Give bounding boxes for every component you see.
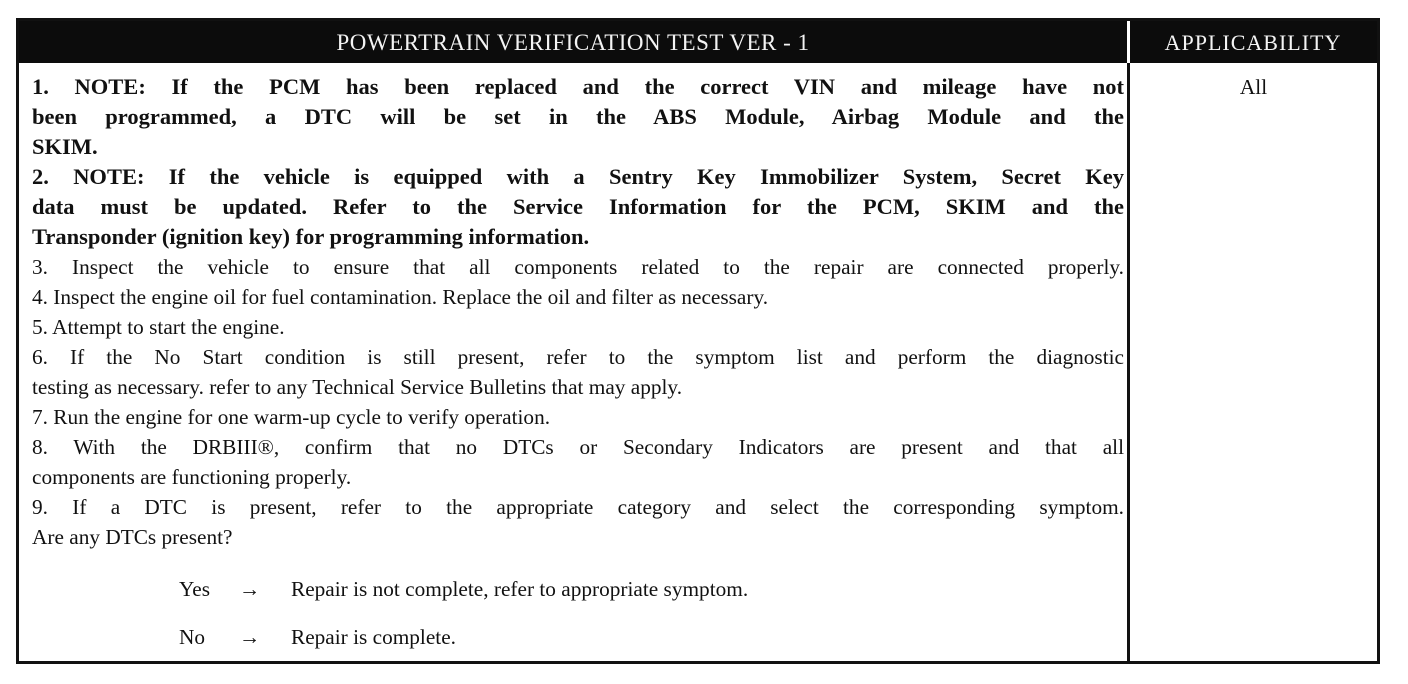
step-9-line-2: Are any DTCs present?: [32, 525, 233, 549]
answer-yes-label: Yes: [179, 577, 210, 601]
step-1-line-1: 1. NOTE: If the PCM has been replaced and the correct VIN and mileage have not: [32, 74, 1124, 99]
step-8-line-1: 8. With the DRBIII®, confirm that no DTCs or Secondary Indicators are present and that all: [32, 435, 1124, 459]
step-8-line-2: components are functioning properly.: [32, 465, 352, 489]
step-3: 3. Inspect the vehicle to ensure that all components related to the repair are connected properly.: [32, 255, 1124, 279]
step-5: 5. Attempt to start the engine.: [32, 315, 285, 339]
arrow-right-icon: →: [239, 625, 261, 649]
answer-yes: [179, 574, 748, 604]
table-header: [19, 21, 1377, 63]
step-9-line-1: 9. If a DTC is present, refer to the appropriate category and select the corresponding symptom.: [32, 495, 1124, 519]
answer-no-label: No: [179, 625, 206, 649]
verification-test-table: [16, 18, 1380, 664]
step-6-line-1: 6. If the No Start condition is still present, refer to the symptom list and perform the diagnostic: [32, 345, 1124, 369]
step-2-line-2: data must be updated. Refer to the Service Information for the PCM, SKIM and the: [32, 194, 1124, 219]
applicability-value: All: [1239, 75, 1268, 99]
answer-no-text: Repair is complete.: [291, 625, 456, 649]
step-6-line-2: testing as necessary. refer to any Technical Service Bulletins that may apply.: [32, 375, 683, 399]
step-2-line-3: Transponder (ignition key) for programming information.: [32, 224, 590, 249]
answer-no: [179, 622, 456, 652]
step-2-line-1: 2. NOTE: If the vehicle is equipped with a Sentry Key Immobilizer System, Secret Key: [32, 164, 1124, 189]
header-divider: [1127, 21, 1130, 63]
step-1-line-2: been programmed, a DTC will be set in the ABS Module, Airbag Module and the: [32, 104, 1124, 129]
arrow-right-icon: →: [239, 577, 261, 601]
test-title: POWERTRAIN VERIFICATION TEST VER - 1: [336, 30, 810, 55]
step-1-line-3: SKIM.: [32, 134, 98, 159]
answer-yes-text: Repair is not complete, refer to appropriate symptom.: [291, 577, 749, 601]
test-steps: [32, 72, 1124, 552]
step-7: 7. Run the engine for one warm-up cycle to verify operation.: [32, 405, 551, 429]
column-divider: [1127, 21, 1130, 661]
applicability-header: APPLICABILITY: [1164, 30, 1342, 55]
step-4: 4. Inspect the engine oil for fuel contamination. Replace the oil and filter as necessary.: [32, 285, 769, 309]
